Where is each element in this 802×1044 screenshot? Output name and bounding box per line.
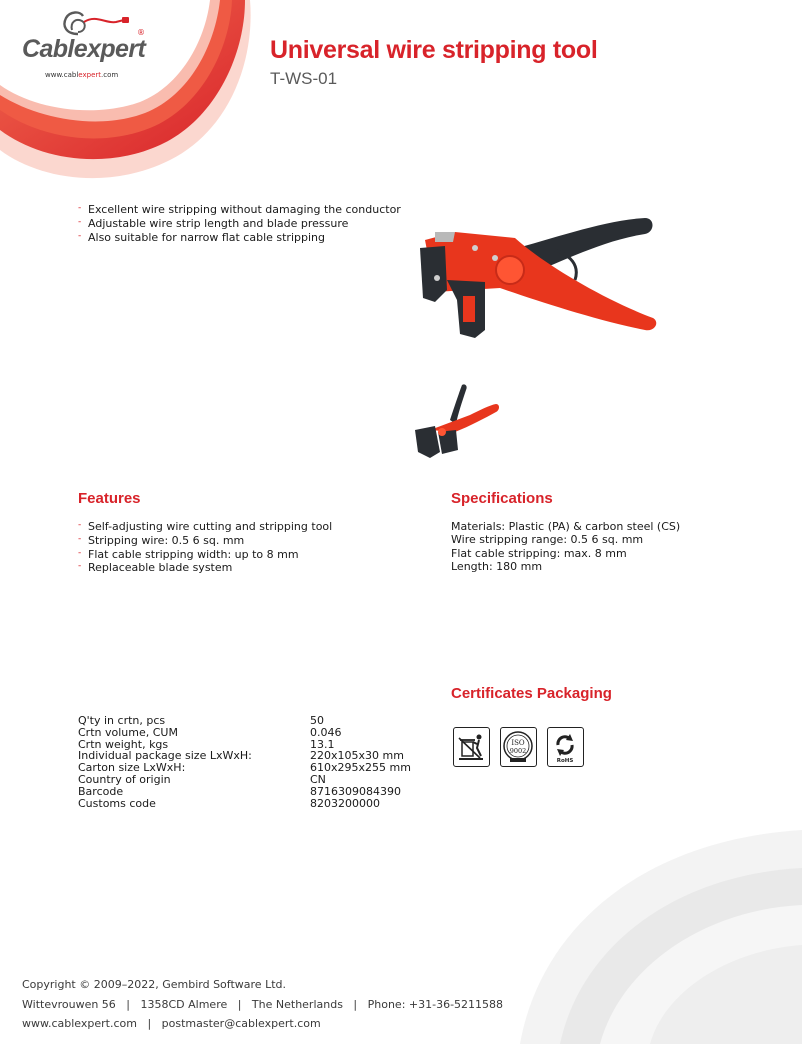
table-row: Q'ty in crtn, pcs 50	[78, 714, 324, 727]
iso-number: 9002	[509, 747, 527, 755]
registered-mark: ®	[137, 28, 145, 37]
table-row: Crtn volume, CUM 0.046	[78, 725, 342, 739]
list-item: Materials: Plastic (PA) & carbon steel (CS)	[451, 520, 681, 533]
product-title: Universal wire stripping tool	[270, 36, 598, 64]
rohs-icon	[547, 727, 584, 767]
footer-contact-links[interactable]: www.cablexpert.com | postmaster@cablexpert.com	[22, 1017, 321, 1030]
intro-bullet-list	[78, 203, 401, 244]
list-item: - Adjustable wire strip length and blade pressure	[78, 217, 401, 231]
list-item: - Stripping wire: 0.5 6 sq. mm	[78, 534, 332, 548]
features-heading: Features	[78, 490, 141, 507]
product-image-main	[405, 210, 665, 350]
list-item: - Self-adjusting wire cutting and stripping tool	[78, 520, 332, 534]
rohs-label: RoHS	[556, 758, 574, 764]
product-image-thumbnail	[410, 380, 510, 470]
list-item: Wire stripping range: 0.5 6 sq. mm	[451, 533, 644, 547]
table-row: Carton size LxWxH: 610x295x255 mm	[78, 761, 411, 775]
specifications-list	[451, 520, 680, 573]
list-item: - Replaceable blade system	[78, 561, 332, 575]
iso-label: ISO	[511, 739, 525, 747]
logo-brand-name: Cablexpert	[22, 35, 146, 63]
table-row: Individual package size LxWxH: 220x105x30 mm	[78, 749, 404, 763]
list-item: - Excellent wire stripping without damaging the conductor	[78, 203, 401, 217]
recycle-bin-icon	[453, 727, 490, 767]
list-item: - Also suitable for narrow flat cable stripping	[78, 231, 401, 245]
table-row: Country of origin CN	[78, 772, 326, 786]
table-row: Crtn weight, kgs 13.1	[78, 737, 335, 751]
packaging-table	[78, 715, 411, 809]
table-row: Customs code 8203200000	[78, 796, 380, 810]
list-item: - Flat cable stripping width: up to 8 mm	[78, 548, 332, 562]
certificates-heading: Certificates Packaging	[451, 685, 612, 702]
specifications-heading: Specifications	[451, 490, 553, 507]
list-item: Flat cable stripping: max. 8 mm	[451, 546, 627, 560]
footer-copyright: Copyright © 2009–2022, Gembird Software Ltd.	[22, 978, 286, 991]
list-item: Length: 180 mm	[451, 559, 543, 573]
cablexpert-logo[interactable]	[22, 8, 152, 88]
footer-address: Wittevrouwen 56 | 1358CD Almere | The Netherlands | Phone: +31-36-5211588	[22, 998, 504, 1011]
features-list	[78, 520, 332, 575]
iso-9002-icon	[500, 727, 537, 767]
logo-url: www.cablexpert.com	[45, 71, 119, 79]
table-row: Barcode 8716309084390	[78, 784, 401, 798]
product-model: T-WS-01	[270, 69, 338, 88]
